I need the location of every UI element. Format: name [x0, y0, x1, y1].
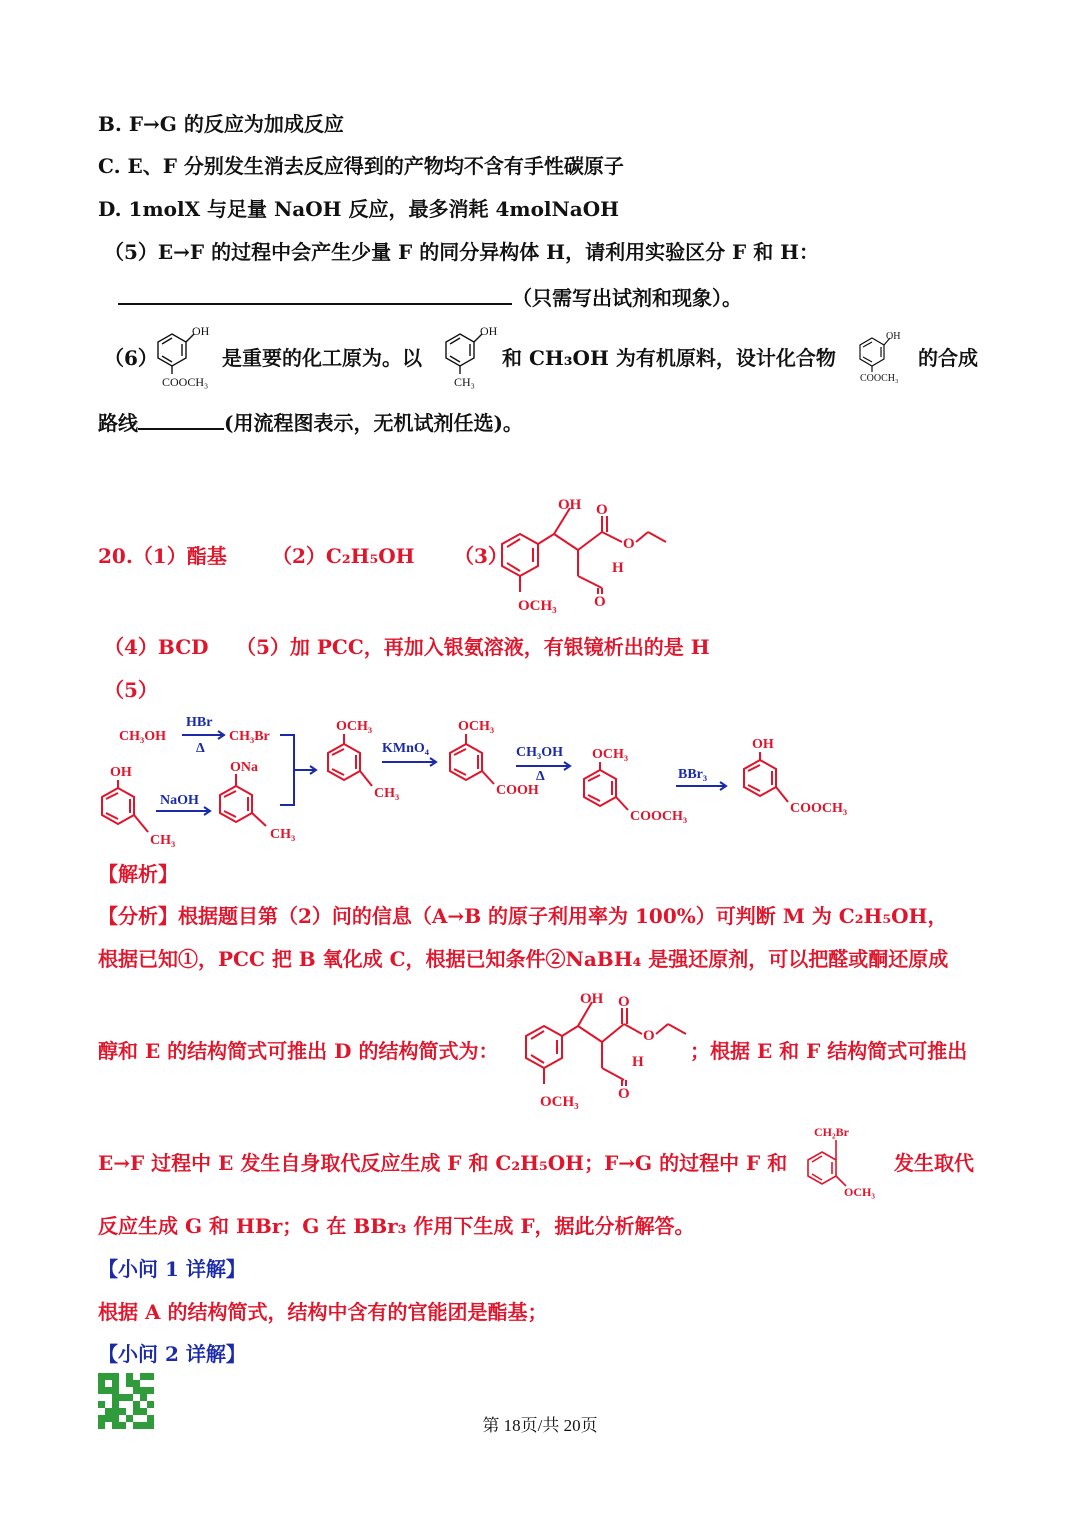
answer-5: （5）加 PCC，再加入银氨溶液，有银镜析出的是 H — [236, 635, 710, 659]
sub-question-2-header: 【小问 2 详解】 — [98, 1342, 246, 1366]
label: COOCH₃ — [860, 373, 899, 384]
answer-6-label: （5） — [104, 678, 158, 702]
q6-structure-1 — [148, 318, 228, 393]
label: COOCH₃ — [630, 809, 688, 824]
label: BBr₃ — [678, 767, 708, 782]
analysis-line-3b: ；根据 E 和 F 结构简式可推出 — [690, 1039, 968, 1063]
page-footer: 第 18页/共 20页 — [482, 1416, 598, 1435]
label: O — [643, 1028, 655, 1044]
label: O — [594, 594, 606, 610]
label: O — [618, 994, 630, 1010]
analysis-header: 【解析】 — [98, 862, 178, 886]
question-6-line-2 — [98, 408, 523, 436]
label: O — [618, 1086, 630, 1102]
label: H — [632, 1054, 644, 1070]
label: Δ — [536, 769, 545, 784]
analysis-line-6: 根据 A 的结构简式，结构中含有的官能团是酯基； — [98, 1300, 548, 1324]
label: CH₃OH — [516, 745, 563, 760]
label: CH₃OH — [119, 729, 166, 744]
analysis-line-4a: E→F 过程中 E 发生自身取代反应生成 F 和 C₂H₅OH；F→G 的过程中 F 和 — [98, 1151, 788, 1175]
label: OH — [110, 765, 132, 780]
answer-3-structure — [490, 492, 680, 620]
route-blank — [138, 408, 224, 430]
analysis-line-3a: 醇和 E 的结构简式可推出 D 的结构简式为： — [98, 1039, 499, 1063]
label: COOCH₃ — [162, 375, 209, 389]
label: KMnO₄ — [382, 741, 429, 756]
q6-structure-3 — [852, 326, 914, 388]
label: COOH — [496, 783, 539, 798]
answer-2: （2）C₂H₅OH — [272, 544, 415, 568]
analysis-line-1: 【分析】根据题目第（2）问的信息（A→B 的原子利用率为 100%）可判断 M 为 C₂H₅OH， — [98, 904, 948, 928]
label: OCH₃ — [336, 719, 373, 734]
label: OH — [580, 991, 604, 1007]
label: CH₂Br — [814, 1125, 849, 1139]
synthesis-scheme — [90, 708, 870, 856]
label: CH₃ — [454, 375, 475, 389]
sub-question-1-header: 【小问 1 详解】 — [98, 1257, 246, 1281]
analysis-line-4b: 发生取代 — [894, 1151, 974, 1175]
label: OH — [192, 324, 210, 338]
question-6-prefix: （6） — [104, 346, 158, 370]
label: OH — [886, 331, 901, 342]
label: O — [596, 502, 608, 518]
label: OCH₃ — [540, 1094, 579, 1110]
option-b: B. F→G 的反应为加成反应 — [98, 112, 344, 136]
question-5-answer-line — [118, 283, 742, 311]
label: OH — [558, 497, 582, 513]
question-6-text-1: 是重要的化工原为。以 — [222, 346, 422, 370]
label: NaOH — [160, 793, 199, 808]
label: ONa — [230, 760, 258, 775]
answer-4: （4）BCD — [104, 635, 209, 659]
label: OCH₃ — [844, 1185, 875, 1199]
label: O — [623, 536, 635, 552]
label: CH₃ — [374, 786, 400, 801]
option-d: D. 1molX 与足量 NaOH 反应，最多消耗 4molNaOH — [98, 197, 620, 221]
label: OCH₃ — [592, 747, 629, 762]
analysis-structure-benzyl-bromide — [800, 1120, 890, 1204]
option-c: C. E、F 分别发生消去反应得到的产物均不含有手性碳原子 — [98, 154, 624, 178]
label: H — [612, 560, 624, 576]
route-hint: (用流程图表示，无机试剂任选)。 — [224, 411, 523, 435]
route-label: 路线 — [98, 411, 138, 435]
label: CH₃ — [150, 833, 176, 848]
analysis-structure-d — [518, 986, 698, 1112]
question-6-text-2: 和 CH₃OH 为有机原料，设计化合物 — [502, 346, 836, 370]
q6-structure-2 — [436, 318, 506, 393]
analysis-line-5: 反应生成 G 和 HBr；G 在 BBr₃ 作用下生成 F，据此分析解答。 — [98, 1214, 695, 1238]
answer-1: 20.（1）酯基 — [98, 544, 227, 568]
answer-3-label: （3） — [454, 544, 508, 568]
answer-blank — [118, 283, 512, 305]
label: OCH₃ — [518, 598, 557, 614]
analysis-line-2: 根据已知①，PCC 把 B 氧化成 C，根据已知条件②NaBH₄ 是强还原剂，可以把醛或酮还原成 — [98, 947, 949, 971]
label: OCH₃ — [458, 719, 495, 734]
label: Δ — [196, 741, 205, 756]
label: HBr — [186, 715, 213, 730]
question-5: （5）E→F 的过程中会产生少量 F 的同分异构体 H，请利用实验区分 F 和 H： — [104, 240, 820, 264]
label: OH — [480, 324, 498, 338]
question-6-text-3: 的合成 — [918, 346, 978, 370]
label: CH₃Br — [229, 729, 270, 744]
question-5-hint: （只需写出试剂和现象）。 — [512, 286, 742, 310]
label: COOCH₃ — [790, 801, 848, 816]
label: CH₃ — [270, 827, 296, 842]
label: OH — [752, 737, 774, 752]
